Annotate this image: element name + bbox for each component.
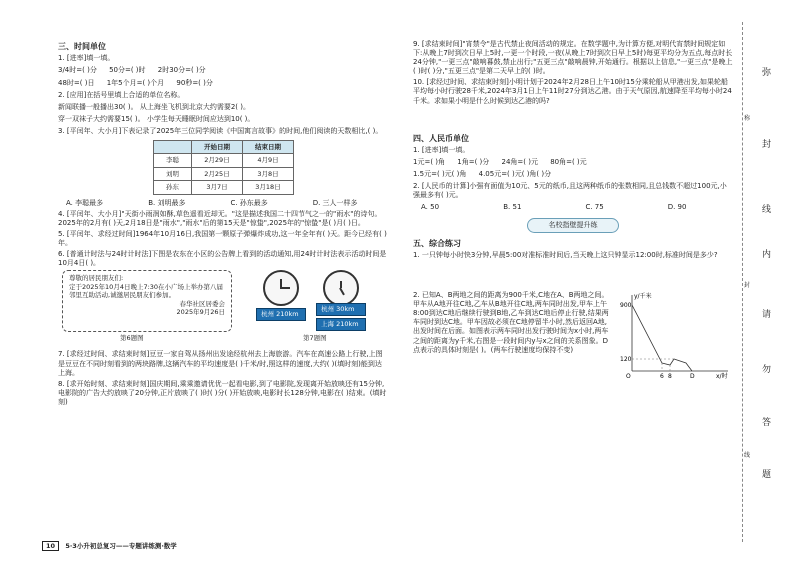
rmb-q2-options [421,203,733,212]
q1-row1 [58,66,388,75]
rmb-item: 1元=( )角 [413,158,446,167]
table-cell: 4月9日 [243,154,294,167]
margin-label: 称 [744,115,751,122]
table-cell: 3月18日 [243,181,294,194]
option: D. 三人一样多 [312,198,358,207]
option: A. 50 [421,202,440,211]
question-1 [58,54,388,87]
q3-title: 3. [平闰年、大小月]下表记录了2025年三位同学阅读《中国寓言故事》的时间,他们阅读的天数相比,( )。 [58,126,383,135]
margin-label: 线 [744,452,751,459]
q2-title: 2. [应用]在括号里填上合适的单位名称。 [58,90,185,99]
rmb-q1-row1 [413,158,733,167]
q1-title: 1. [进率]填一填。 [58,54,115,63]
rmb-q2-title: 2. [人民币的计算]小强有面值为10元、5元的纸币,且这两种纸币的张数相同,且总钱数不超过100元,小强最多有( )元。 [413,182,727,200]
notice-greeting: 尊敬的居民朋友们: [69,274,124,283]
page-footer [42,541,177,551]
page-number: 10 [42,541,59,551]
notice-body: 定于2025年10月4日晚上7:30在小广场上举办第八届邻里互助活动,诚邀居民朋友们参加。 [69,282,224,300]
point-d-label: D [690,373,695,380]
table-row [154,167,294,180]
q1-item: 50分=( )时 [109,66,146,75]
road-sign: 上海 210km [316,318,366,331]
table-cell: 2月25日 [192,167,243,180]
distance-time-graph [620,291,732,379]
clock-icon [323,270,359,306]
rmb-question-2 [413,182,733,211]
practice-banner: 名校指壁提升练 [527,218,619,233]
rmb-item: 4.05元=( )元( )角( )分 [478,170,552,179]
option: A. 李聪最多 [66,198,104,207]
question-2 [58,91,388,124]
margin-char: 题 [762,470,772,480]
option: B. 刘明最多 [148,198,186,207]
comp-question-2: 2. 已知A、B两地之间的距离为900千米,C地在A、B两地之间。甲车从A地开往C地,乙车从B地开往C地,两车同时出发,甲车上午8:00到达C地后继续行驶到B地,乙车到达C地后停止行驶,结果两车同时到达C地。甲车因故必须在C地停留半小时,然后返回A地,出发时间在后面。如图表示两车同时出发行驶时间为x小时,两车之间的距离为y千米,右图是一段时间内y与x之间的关系图象。D点表示的具体时刻是( )。(两车行驶速度均保持不变) [413,291,609,354]
rmb-item: 24角=( )元 [501,158,538,167]
margin-char: 请 [762,310,772,320]
question-9: 9. [求结束时间]"宵禁令"是古代禁止夜间活动的规定。在数学题中,为计算方便,对明代宵禁时间规定如下:从晚上7时到次日早上5时,一更一个时段,一夜(从晚上7时到次日早上5时)每更平均分为五点,每点时长24分钟,"一更三点"敲响暮鼓,禁止出行;"五更三点"敲响晨钟,开始通行。根据以上信息,"一更三点"是晚上( )时( )分,"五更三点"是第二天早上的( )时。 [413,40,733,76]
table-cell: 2月29日 [192,154,243,167]
notice-signer: 春华社区居委会 [179,299,225,308]
question-10: 10. [求经过时间、求结束时刻]小明计划于2024年2月28日上午10时15分乘轮船从甲港出发,如果轮船平均每小时行驶28千米,2024年3月1日上午11时27分到达乙港。由于天气原因,航速降至平均每小时24千米。求如果小明是什么时候到达乙港的吗? [413,78,732,105]
figures-area [58,270,388,348]
rmb-item: 80角=( )元 [550,158,587,167]
left-column [58,38,388,409]
q1-item: 2时30分=( )分 [157,66,206,75]
margin-char: 弥 [762,68,772,78]
margin-char: 内 [762,250,772,260]
graph-line [632,305,692,371]
notice-date: 2025年9月26日 [176,308,225,317]
section-rmb-units: 四、人民币单位 [413,133,469,143]
community-notice [62,270,232,332]
margin-char: 勿 [762,365,772,375]
option: C. 孙东最多 [230,198,268,207]
figure-7-caption: 第7题图 [303,334,327,343]
margin-char: 线 [762,205,772,215]
comp-question-1: 1. 一只钟每小时快3分钟,早晨5:00对准标准时间后,当天晚上这只钟显示12:00时,标准时间是多少? [413,251,718,260]
q1-item: 48时=( )日 [58,78,95,87]
margin-label: 封 [744,282,751,289]
table-cell: 李聪 [154,154,192,167]
rmb-item: 1.5元=( )元( )角 [413,170,467,179]
table-row [154,154,294,167]
section-time-units: 三、时间单位 [58,42,106,51]
table-header [154,141,192,154]
q1-item: 1年5个月=( )个月 [106,78,165,87]
origin-label: O [626,373,631,380]
reading-table [153,140,294,195]
q3-options [66,199,388,208]
question-7: 7. [求经过时间、求结束时刻]豆豆一家自驾从扬州出发途经杭州去上海旅游。汽车在高速公路上行驶,上图是豆豆在不同时刻看到的两块路牌,这辆汽车的平均速度是( )千米/时,照这样的速度,大约( )(填时刻)能到达上海。 [58,350,383,377]
table-cell: 孙东 [154,181,192,194]
table-cell: 刘明 [154,167,192,180]
y-tick-120: 120 [620,356,632,364]
option: C. 75 [585,202,604,211]
comp-question-2-wrap [413,291,733,380]
q1-item: 3/4时=( )分 [58,66,97,75]
y-axis-label: y/千米 [634,293,652,301]
x-axis-label: x/时 [716,373,728,380]
table-cell: 3月8日 [243,167,294,180]
table-cell: 3月7日 [192,181,243,194]
figure-6-caption: 第6题图 [120,334,144,343]
table-row [154,181,294,194]
margin-char: 答 [762,418,772,428]
right-column [413,38,733,380]
rmb-item: 1角=( )分 [457,158,490,167]
x-tick-6: 6 [660,373,664,380]
y-tick-900: 900 [620,302,632,310]
q2-row2: 穿一双袜子大约需要15( )。 小学生每天睡眠时间应达到10( )。 [58,114,255,123]
clock-icon [263,270,299,306]
footer-text: 5·3小升初总复习——专题讲练测·数学 [65,542,177,550]
rmb-question-1 [413,146,733,179]
road-sign: 杭州 30km [316,303,366,316]
question-6: 6. [普通计时法与24时计时法]下图是农东在小区的公告牌上看到的活动通知,用24时计时法表示活动时间是10月4日( )。 [58,250,387,268]
margin-char: 封 [762,140,772,150]
road-sign: 杭州 210km [256,308,306,321]
rmb-q1-row2 [413,170,733,179]
table-header: 结束日期 [243,141,294,154]
rmb-q1-title: 1. [进率]填一填。 [413,146,470,155]
q2-row1: 新闻联播一般播出30( )。 从上海坐飞机到北京大约需要2( )。 [58,102,250,111]
question-8: 8. [求开始时刻、求结束时刻]国庆期间,乘乘邀请优优一起看电影,到了电影院,发现离开始放映还有15分钟,电影院的广告大约放映了20分钟,正片放映了( )时( )分( )开始放映,电影时长128分钟,电影在( )结束。(填时刻) [58,379,387,406]
question-4: 4. [平闰年、大小月]"天街小雨润如酥,草色遥看近却无。"这是描述我国二十四节气之一的"雨水"的诗句。2025年的2月有( )天,2月18日是"雨水","雨水"后的第15天是"惊蛰",2025年的"惊蛰"是( )月( )日。 [58,209,382,227]
question-5: 5. [平闰年、求经过时间]1964年10月16日,我国第一颗原子弹爆炸成功,这一年全年有( )天。距今已经有( )年。 [58,230,387,248]
section-comprehensive: 五、综合练习 [413,238,461,248]
q1-row2 [58,79,388,88]
x-tick-8: 8 [668,373,672,380]
question-3 [58,127,388,208]
option: B. 51 [503,202,522,211]
table-header: 开始日期 [192,141,243,154]
option: D. 90 [667,202,687,211]
q1-item: 90秒=( )分 [176,78,213,87]
